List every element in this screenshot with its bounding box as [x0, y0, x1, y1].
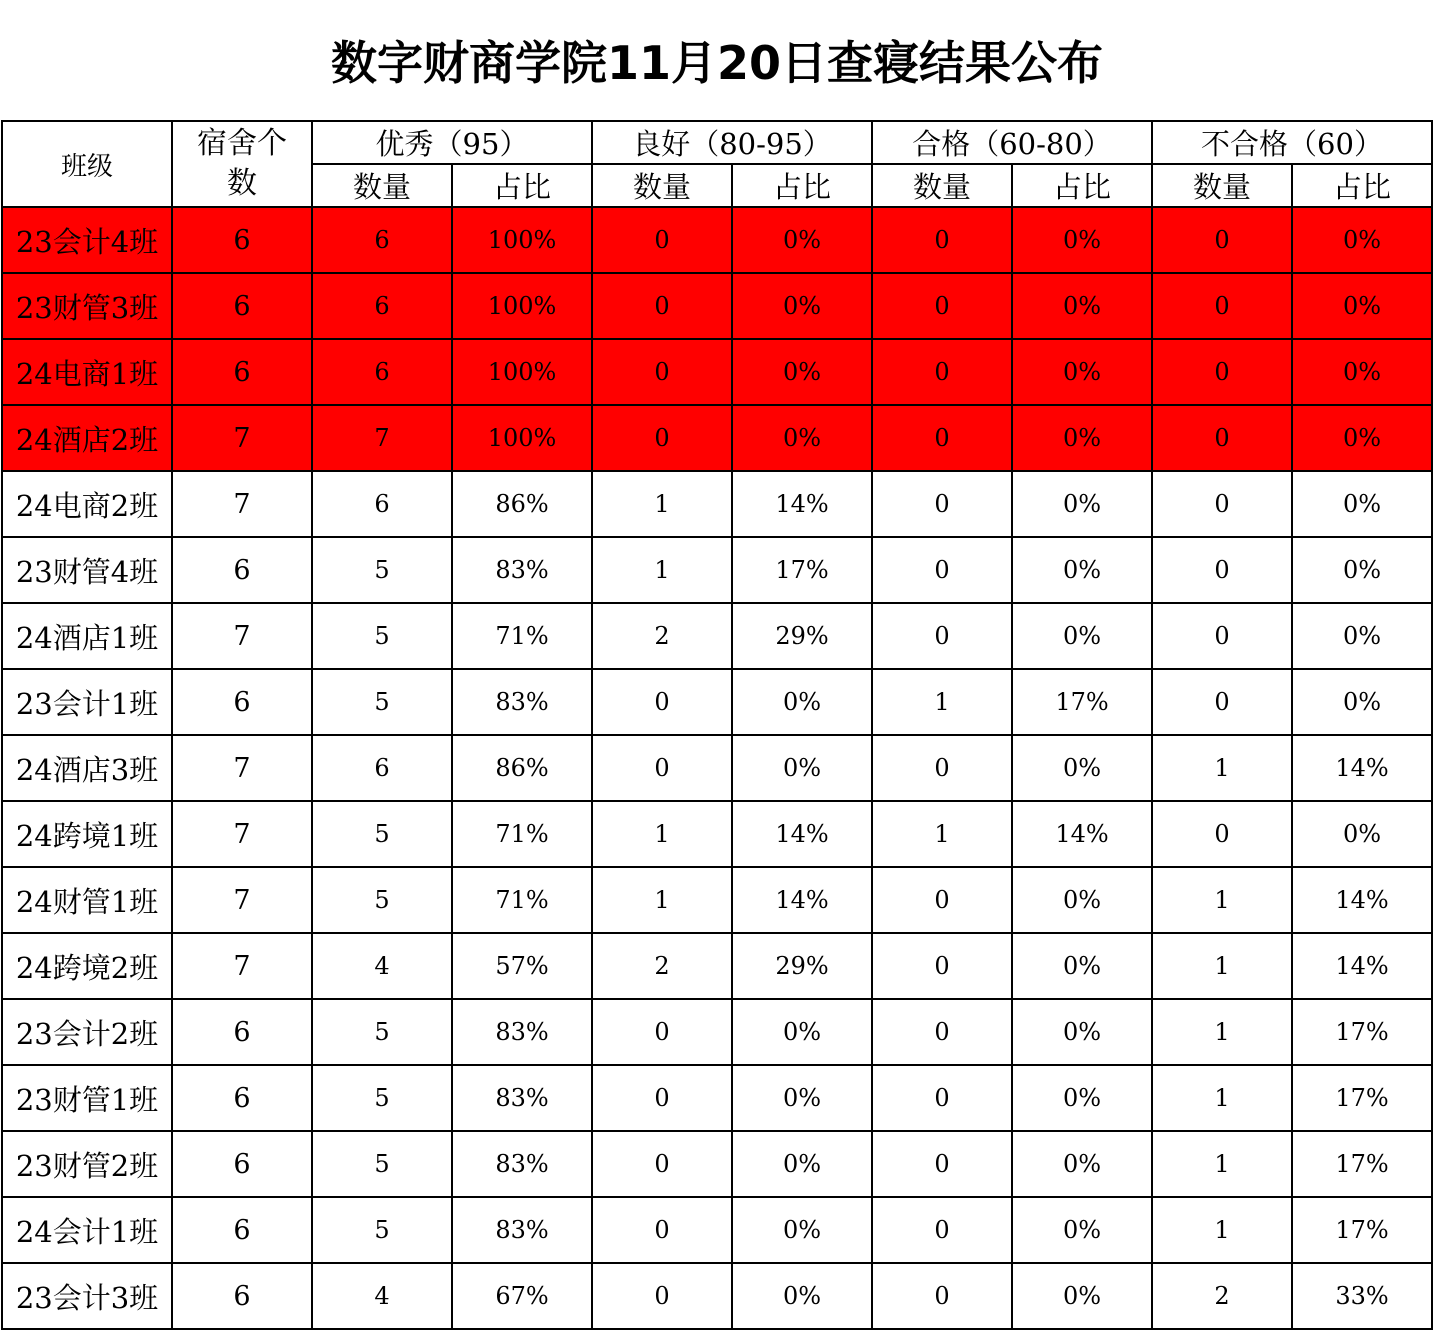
good-count-cell: 1 — [592, 867, 732, 933]
good-ratio-cell: 0% — [732, 405, 872, 471]
class-name-cell: 23财管3班 — [2, 273, 172, 339]
class-name-cell: 24酒店1班 — [2, 603, 172, 669]
good-count-cell: 0 — [592, 999, 732, 1065]
pass-count-cell: 0 — [872, 867, 1012, 933]
header-count: 数量 — [872, 164, 1012, 207]
excellent-count-cell: 5 — [312, 669, 452, 735]
pass-count-cell: 0 — [872, 603, 1012, 669]
good-ratio-cell: 0% — [732, 1131, 872, 1197]
good-ratio-cell: 0% — [732, 1197, 872, 1263]
dorm-count-cell: 7 — [172, 933, 312, 999]
excellent-ratio-cell: 67% — [452, 1263, 592, 1329]
fail-ratio-cell: 0% — [1292, 405, 1432, 471]
pass-count-cell: 0 — [872, 999, 1012, 1065]
good-count-cell: 0 — [592, 669, 732, 735]
pass-ratio-cell: 14% — [1012, 801, 1152, 867]
good-count-cell: 0 — [592, 1197, 732, 1263]
pass-count-cell: 0 — [872, 1197, 1012, 1263]
fail-count-cell: 1 — [1152, 1065, 1292, 1131]
good-count-cell: 0 — [592, 405, 732, 471]
table-row — [2, 1263, 1432, 1329]
good-count-cell: 2 — [592, 933, 732, 999]
header-class: 班级 — [2, 121, 172, 207]
header-ratio: 占比 — [732, 164, 872, 207]
pass-count-cell: 1 — [872, 669, 1012, 735]
excellent-count-cell: 4 — [312, 1263, 452, 1329]
fail-count-cell: 0 — [1152, 405, 1292, 471]
excellent-ratio-cell: 100% — [452, 339, 592, 405]
good-count-cell: 0 — [592, 207, 732, 273]
table-row — [2, 735, 1432, 801]
excellent-count-cell: 5 — [312, 999, 452, 1065]
dorm-count-cell: 6 — [172, 339, 312, 405]
good-ratio-cell: 0% — [732, 999, 872, 1065]
dorm-count-cell: 6 — [172, 273, 312, 339]
table-body — [2, 207, 1432, 1329]
good-count-cell: 1 — [592, 471, 732, 537]
pass-ratio-cell: 0% — [1012, 1263, 1152, 1329]
fail-ratio-cell: 33% — [1292, 1263, 1432, 1329]
good-ratio-cell: 0% — [732, 1065, 872, 1131]
dorm-count-cell: 7 — [172, 603, 312, 669]
fail-ratio-cell: 17% — [1292, 1065, 1432, 1131]
excellent-count-cell: 5 — [312, 603, 452, 669]
fail-count-cell: 1 — [1152, 1197, 1292, 1263]
excellent-count-cell: 4 — [312, 933, 452, 999]
excellent-count-cell: 6 — [312, 339, 452, 405]
table-row — [2, 207, 1432, 273]
pass-ratio-cell: 0% — [1012, 1131, 1152, 1197]
excellent-ratio-cell: 83% — [452, 537, 592, 603]
good-ratio-cell: 0% — [732, 207, 872, 273]
fail-ratio-cell: 17% — [1292, 1131, 1432, 1197]
dorm-count-cell: 6 — [172, 537, 312, 603]
class-name-cell: 24电商1班 — [2, 339, 172, 405]
header-count: 数量 — [312, 164, 452, 207]
good-count-cell: 0 — [592, 735, 732, 801]
excellent-ratio-cell: 71% — [452, 801, 592, 867]
fail-ratio-cell: 14% — [1292, 867, 1432, 933]
dorm-count-cell: 7 — [172, 405, 312, 471]
good-ratio-cell: 0% — [732, 339, 872, 405]
fail-ratio-cell: 0% — [1292, 273, 1432, 339]
excellent-ratio-cell: 83% — [452, 1197, 592, 1263]
table-row — [2, 801, 1432, 867]
pass-ratio-cell: 0% — [1012, 999, 1152, 1065]
fail-ratio-cell: 14% — [1292, 933, 1432, 999]
good-ratio-cell: 14% — [732, 867, 872, 933]
excellent-ratio-cell: 86% — [452, 471, 592, 537]
fail-ratio-cell: 17% — [1292, 999, 1432, 1065]
table-row — [2, 405, 1432, 471]
excellent-ratio-cell: 86% — [452, 735, 592, 801]
dorm-count-cell: 7 — [172, 735, 312, 801]
pass-ratio-cell: 0% — [1012, 471, 1152, 537]
fail-count-cell: 0 — [1152, 603, 1292, 669]
dorm-count-cell: 6 — [172, 1131, 312, 1197]
good-ratio-cell: 29% — [732, 933, 872, 999]
pass-ratio-cell: 0% — [1012, 207, 1152, 273]
pass-ratio-cell: 0% — [1012, 339, 1152, 405]
pass-ratio-cell: 17% — [1012, 669, 1152, 735]
class-name-cell: 24会计1班 — [2, 1197, 172, 1263]
pass-count-cell: 0 — [872, 471, 1012, 537]
fail-count-cell: 1 — [1152, 933, 1292, 999]
excellent-count-cell: 5 — [312, 1197, 452, 1263]
good-ratio-cell: 14% — [732, 471, 872, 537]
dorm-count-cell: 7 — [172, 471, 312, 537]
excellent-count-cell: 5 — [312, 801, 452, 867]
dorm-count-cell: 6 — [172, 669, 312, 735]
fail-count-cell: 0 — [1152, 471, 1292, 537]
table-row — [2, 273, 1432, 339]
table-row — [2, 933, 1432, 999]
excellent-ratio-cell: 83% — [452, 1131, 592, 1197]
excellent-ratio-cell: 71% — [452, 603, 592, 669]
header-count: 数量 — [592, 164, 732, 207]
fail-ratio-cell: 17% — [1292, 1197, 1432, 1263]
fail-ratio-cell: 0% — [1292, 669, 1432, 735]
excellent-count-cell: 6 — [312, 207, 452, 273]
class-name-cell: 23财管1班 — [2, 1065, 172, 1131]
pass-count-cell: 0 — [872, 735, 1012, 801]
pass-ratio-cell: 0% — [1012, 405, 1152, 471]
table-row — [2, 603, 1432, 669]
pass-count-cell: 0 — [872, 339, 1012, 405]
good-ratio-cell: 0% — [732, 273, 872, 339]
table-row — [2, 471, 1432, 537]
header-count: 数量 — [1152, 164, 1292, 207]
header-ratio: 占比 — [1012, 164, 1152, 207]
pass-count-cell: 0 — [872, 273, 1012, 339]
pass-count-cell: 0 — [872, 207, 1012, 273]
pass-ratio-cell: 0% — [1012, 537, 1152, 603]
table-row — [2, 999, 1432, 1065]
fail-count-cell: 1 — [1152, 735, 1292, 801]
fail-ratio-cell: 0% — [1292, 471, 1432, 537]
dorm-count-cell: 6 — [172, 1065, 312, 1131]
class-name-cell: 24财管1班 — [2, 867, 172, 933]
fail-count-cell: 1 — [1152, 867, 1292, 933]
pass-ratio-cell: 0% — [1012, 933, 1152, 999]
fail-count-cell: 0 — [1152, 339, 1292, 405]
excellent-ratio-cell: 83% — [452, 999, 592, 1065]
pass-ratio-cell: 0% — [1012, 1065, 1152, 1131]
pass-count-cell: 0 — [872, 405, 1012, 471]
good-count-cell: 0 — [592, 339, 732, 405]
class-name-cell: 23会计4班 — [2, 207, 172, 273]
table-row — [2, 339, 1432, 405]
class-name-cell: 24电商2班 — [2, 471, 172, 537]
pass-ratio-cell: 0% — [1012, 1197, 1152, 1263]
header-group-pass: 合格（60-80） — [872, 121, 1152, 164]
fail-count-cell: 1 — [1152, 1131, 1292, 1197]
pass-count-cell: 0 — [872, 1263, 1012, 1329]
excellent-count-cell: 5 — [312, 1065, 452, 1131]
dorm-count-cell: 7 — [172, 867, 312, 933]
dorm-count-cell: 7 — [172, 801, 312, 867]
dorm-count-cell: 6 — [172, 999, 312, 1065]
class-name-cell: 24跨境2班 — [2, 933, 172, 999]
fail-count-cell: 2 — [1152, 1263, 1292, 1329]
pass-ratio-cell: 0% — [1012, 735, 1152, 801]
excellent-ratio-cell: 83% — [452, 669, 592, 735]
fail-count-cell: 0 — [1152, 537, 1292, 603]
excellent-ratio-cell: 57% — [452, 933, 592, 999]
table-row — [2, 1131, 1432, 1197]
pass-ratio-cell: 0% — [1012, 603, 1152, 669]
table-row — [2, 1065, 1432, 1131]
good-count-cell: 2 — [592, 603, 732, 669]
good-ratio-cell: 0% — [732, 669, 872, 735]
class-name-cell: 23财管4班 — [2, 537, 172, 603]
class-name-cell: 24酒店2班 — [2, 405, 172, 471]
good-ratio-cell: 0% — [732, 1263, 872, 1329]
fail-ratio-cell: 0% — [1292, 207, 1432, 273]
fail-count-cell: 0 — [1152, 273, 1292, 339]
excellent-ratio-cell: 100% — [452, 405, 592, 471]
good-count-cell: 0 — [592, 1263, 732, 1329]
class-name-cell: 24酒店3班 — [2, 735, 172, 801]
excellent-count-cell: 6 — [312, 735, 452, 801]
good-count-cell: 0 — [592, 273, 732, 339]
fail-count-cell: 0 — [1152, 669, 1292, 735]
excellent-count-cell: 6 — [312, 273, 452, 339]
fail-ratio-cell: 0% — [1292, 537, 1432, 603]
excellent-count-cell: 7 — [312, 405, 452, 471]
fail-count-cell: 0 — [1152, 801, 1292, 867]
fail-ratio-cell: 0% — [1292, 801, 1432, 867]
fail-ratio-cell: 0% — [1292, 339, 1432, 405]
excellent-ratio-cell: 100% — [452, 207, 592, 273]
table-row — [2, 867, 1432, 933]
table-row — [2, 669, 1432, 735]
pass-count-cell: 1 — [872, 801, 1012, 867]
good-ratio-cell: 17% — [732, 537, 872, 603]
excellent-ratio-cell: 83% — [452, 1065, 592, 1131]
dorm-inspection-table — [1, 120, 1433, 1330]
class-name-cell: 24跨境1班 — [2, 801, 172, 867]
good-count-cell: 0 — [592, 1065, 732, 1131]
excellent-count-cell: 5 — [312, 537, 452, 603]
class-name-cell: 23会计1班 — [2, 669, 172, 735]
fail-ratio-cell: 0% — [1292, 603, 1432, 669]
class-name-cell: 23会计2班 — [2, 999, 172, 1065]
pass-ratio-cell: 0% — [1012, 273, 1152, 339]
pass-ratio-cell: 0% — [1012, 867, 1152, 933]
header-group-fail: 不合格（60） — [1152, 121, 1432, 164]
good-count-cell: 0 — [592, 1131, 732, 1197]
excellent-ratio-cell: 100% — [452, 273, 592, 339]
class-name-cell: 23财管2班 — [2, 1131, 172, 1197]
table-row — [2, 537, 1432, 603]
fail-ratio-cell: 14% — [1292, 735, 1432, 801]
fail-count-cell: 0 — [1152, 207, 1292, 273]
excellent-count-cell: 5 — [312, 867, 452, 933]
dorm-count-cell: 6 — [172, 1263, 312, 1329]
excellent-ratio-cell: 71% — [452, 867, 592, 933]
dorm-count-cell: 6 — [172, 207, 312, 273]
pass-count-cell: 0 — [872, 537, 1012, 603]
pass-count-cell: 0 — [872, 933, 1012, 999]
good-ratio-cell: 14% — [732, 801, 872, 867]
excellent-count-cell: 6 — [312, 471, 452, 537]
good-ratio-cell: 0% — [732, 735, 872, 801]
class-name-cell: 23会计3班 — [2, 1263, 172, 1329]
good-ratio-cell: 29% — [732, 603, 872, 669]
table-row — [2, 1197, 1432, 1263]
header-ratio: 占比 — [1292, 164, 1432, 207]
pass-count-cell: 0 — [872, 1131, 1012, 1197]
page-title: 数字财商学院11月20日查寝结果公布 — [330, 36, 1104, 90]
header-ratio: 占比 — [452, 164, 592, 207]
dorm-count-cell: 6 — [172, 1197, 312, 1263]
header-dorm-count: 宿舍个数 — [172, 121, 312, 207]
header-group-excellent: 优秀（95） — [312, 121, 592, 164]
header-group-good: 良好（80-95） — [592, 121, 872, 164]
pass-count-cell: 0 — [872, 1065, 1012, 1131]
good-count-cell: 1 — [592, 537, 732, 603]
fail-count-cell: 1 — [1152, 999, 1292, 1065]
table-header — [2, 121, 1432, 207]
good-count-cell: 1 — [592, 801, 732, 867]
excellent-count-cell: 5 — [312, 1131, 452, 1197]
